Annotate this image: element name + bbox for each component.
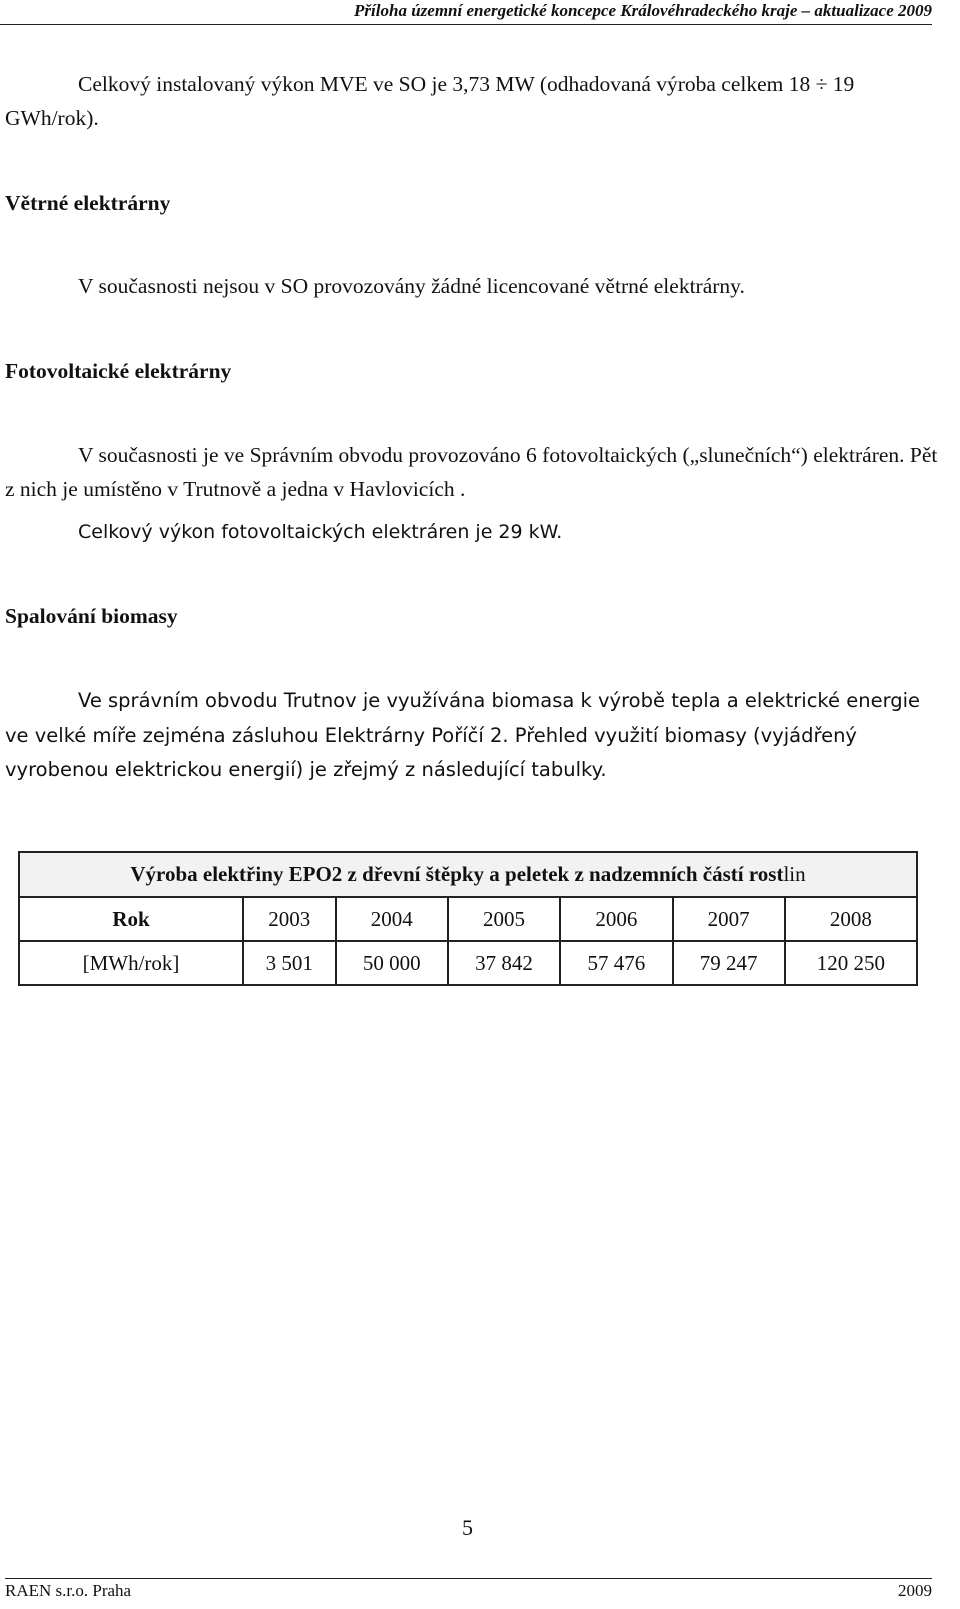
- value-cell: 120 250: [785, 941, 917, 985]
- biomass-production-table: [18, 851, 918, 986]
- pv-heading: Fotovoltaické elektrárny: [5, 359, 232, 383]
- table-title-row: [19, 852, 917, 897]
- page-footer: [5, 1578, 932, 1601]
- table-title-main: Výroba elektřiny EPO2 z dřevní štěpky a peletek z nadzemních částí rost: [130, 862, 784, 886]
- page-header: [0, 0, 932, 25]
- table-row-values: [19, 941, 917, 985]
- year-cell: 2006: [560, 897, 672, 941]
- wind-paragraph: V současnosti nejsou v SO provozovány žádné licencované větrné elektrárny.: [78, 274, 745, 298]
- pv-paragraph: V současnosti je ve Správním obvodu provozováno 6 fotovoltaických („slunečních“) elektráren. Pět z nich je umístěno v Trutnově a jedna v Havlovicích .: [5, 443, 938, 501]
- mve-paragraph: Celkový instalovaný výkon MVE ve SO je 3,73 MW (odhadovaná výroba celkem 18 ÷ 19 GWh/rok).: [5, 72, 855, 130]
- table-title-tail: lin: [783, 862, 806, 886]
- header-title: Příloha územní energetické koncepce Královéhradeckého kraje – aktualizace 2009: [354, 1, 932, 20]
- year-cell: 2007: [673, 897, 785, 941]
- value-cell: 79 247: [673, 941, 785, 985]
- biomass-paragraph: Ve správním obvodu Trutnov je využívána biomasa k výrobě tepla a elektrické energie ve velké míře zejména zásluhou Elektrárny Poříčí 2. Přehled využití biomasy (vyjádřený vyrobenou elektrickou energií) je zřejmý z následující tabulky.: [5, 689, 921, 781]
- page-number: 5: [462, 1515, 473, 1540]
- pv-total-paragraph: Celkový výkon fotovoltaických elektráren je 29 kW.: [78, 521, 563, 543]
- wind-heading: Větrné elektrárny: [5, 191, 171, 215]
- row-label-year: Rok: [19, 897, 243, 941]
- footer-company: RAEN s.r.o. Praha: [5, 1581, 132, 1600]
- row-label-unit: [MWh/rok]: [19, 941, 243, 985]
- year-cell: 2005: [448, 897, 560, 941]
- footer-year: 2009: [898, 1581, 932, 1600]
- value-cell: 3 501: [243, 941, 336, 985]
- year-cell: 2003: [243, 897, 336, 941]
- value-cell: 50 000: [336, 941, 448, 985]
- year-cell: 2004: [336, 897, 448, 941]
- biomass-heading: Spalování biomasy: [5, 604, 178, 628]
- table-row-years: [19, 897, 917, 941]
- value-cell: 57 476: [560, 941, 672, 985]
- year-cell: 2008: [785, 897, 917, 941]
- table-title: [19, 852, 917, 897]
- value-cell: 37 842: [448, 941, 560, 985]
